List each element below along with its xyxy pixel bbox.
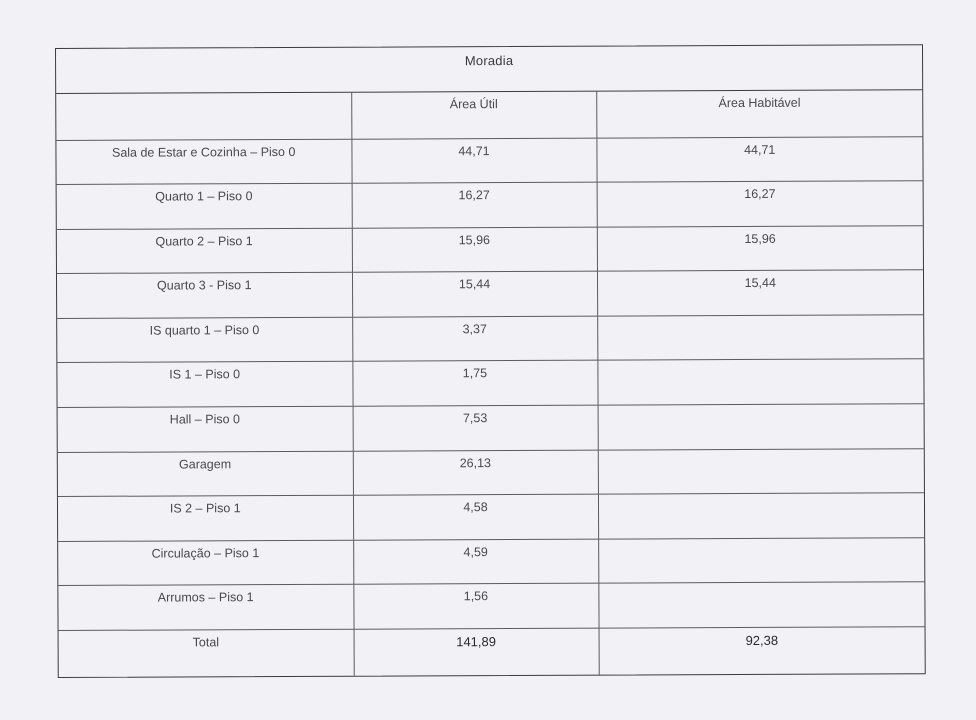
total-area-habitavel: 92,38	[599, 627, 925, 674]
area-util: 4,59	[353, 539, 598, 585]
area-util: 15,44	[352, 271, 597, 317]
area-util: 7,53	[353, 405, 598, 451]
area-habitavel: 15,44	[597, 270, 923, 316]
table-row	[57, 359, 923, 407]
area-habitavel: 16,27	[597, 181, 923, 227]
area-util: 16,27	[352, 182, 597, 228]
header-room	[56, 93, 351, 140]
area-habitavel	[597, 359, 923, 405]
room-name: Quarto 1 – Piso 0	[57, 183, 352, 229]
area-habitavel	[598, 448, 924, 494]
room-name: Quarto 2 – Piso 1	[57, 228, 352, 274]
table-row	[57, 270, 923, 318]
table-row	[58, 493, 924, 541]
area-util: 4,58	[353, 494, 598, 540]
area-habitavel	[598, 493, 924, 539]
room-name: IS 2 – Piso 1	[58, 495, 353, 541]
area-util: 1,75	[352, 361, 597, 407]
area-grid	[56, 90, 925, 676]
table-row	[57, 315, 923, 363]
area-habitavel: 44,71	[596, 136, 922, 182]
room-name: Quarto 3 - Piso 1	[57, 272, 352, 318]
room-name: Garagem	[58, 451, 353, 497]
area-habitavel	[598, 538, 924, 584]
area-habitavel	[597, 315, 923, 361]
area-util: 1,56	[353, 584, 598, 630]
table-title: Moradia	[56, 45, 922, 94]
room-name: IS 1 – Piso 0	[57, 362, 352, 408]
header-area-habitavel: Área Habitável	[596, 90, 922, 137]
table-row	[57, 225, 923, 273]
room-name: Arrumos – Piso 1	[58, 585, 353, 631]
area-habitavel	[598, 582, 924, 628]
table-row	[58, 404, 924, 452]
table-row	[58, 448, 924, 496]
room-name: IS quarto 1 – Piso 0	[57, 317, 352, 363]
header-row	[56, 90, 922, 140]
total-area-util: 141,89	[354, 628, 599, 675]
table-row	[57, 181, 923, 229]
area-habitavel: 15,96	[597, 225, 923, 271]
area-util: 26,13	[353, 450, 598, 496]
area-util: 3,37	[352, 316, 597, 362]
area-util: 15,96	[352, 227, 597, 273]
total-row	[59, 627, 925, 677]
area-table	[55, 44, 926, 677]
area-habitavel	[598, 404, 924, 450]
total-label: Total	[59, 629, 354, 676]
room-name: Circulação – Piso 1	[58, 540, 353, 586]
table-row	[56, 136, 922, 184]
header-area-util: Área Útil	[351, 92, 596, 139]
table-row	[58, 582, 924, 630]
room-name: Hall – Piso 0	[58, 406, 353, 452]
table-row	[58, 538, 924, 586]
room-name: Sala de Estar e Cozinha – Piso 0	[56, 139, 351, 185]
area-util: 44,71	[351, 138, 596, 184]
